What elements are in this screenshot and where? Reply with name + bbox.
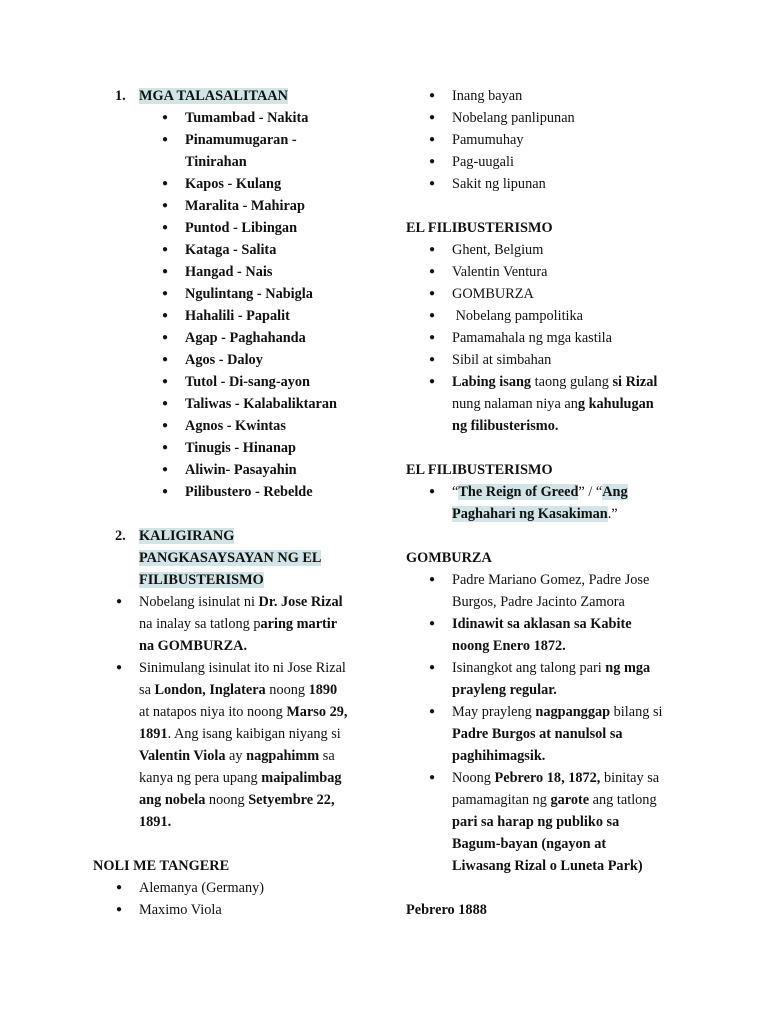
section-title-line: FILIBUSTERISMO [139, 572, 264, 588]
bullet-icon: ● [162, 288, 169, 299]
list-item: ● Isinangkot ang talong pari ng mga prayleng regular. [406, 657, 706, 701]
bullet-icon: ● [429, 376, 436, 387]
list-item: ● Nobelang isinulat ni Dr. Jose Rizal na inalay sa tatlong paring martir na GOMBURZA. [93, 591, 393, 657]
bullet-icon: ● [162, 464, 169, 475]
list-item: ● Ngulintang - Nabigla [185, 283, 393, 305]
bullet-icon: ● [116, 662, 123, 673]
list-item: ● Idinawit sa aklasan sa Kabite noong Enero 1872. [406, 613, 706, 657]
bullet-icon: ● [429, 156, 436, 167]
list-item: ● Pamumuhay [452, 129, 706, 151]
bullet-icon: ● [429, 354, 436, 365]
list-item: ● “The Reign of Greed” / “Ang Paghahari ng Kasakiman.” [406, 481, 706, 525]
bullet-icon: ● [429, 178, 436, 189]
bullet-icon: ● [162, 222, 169, 233]
bullet-icon: ● [429, 134, 436, 145]
list-item: ● Nobelang panlipunan [452, 107, 706, 129]
bullet-icon: ● [162, 354, 169, 365]
list-item: ● Hahalili - Papalit [185, 305, 393, 327]
bullet-icon: ● [162, 376, 169, 387]
bullet-icon: ● [429, 310, 436, 321]
list-item: ● Puntod - Libingan [185, 217, 393, 239]
list-number: 2. [115, 528, 126, 544]
list-item: ● Tutol - Di-sang-ayon [185, 371, 393, 393]
list-item: ● Inang bayan [452, 85, 706, 107]
bullet-icon: ● [429, 486, 436, 497]
bullet-icon: ● [429, 332, 436, 343]
bullet-icon: ● [162, 112, 169, 123]
bullet-icon: ● [162, 178, 169, 189]
list-item: ● Noong Pebrero 18, 1872, binitay sa pamamagitan ng garote ang tatlong pari sa harap ng publiko sa Bagum-bayan (ngayon at Liwasang Rizal o Luneta Park) [406, 767, 706, 877]
bullet-icon: ● [162, 200, 169, 211]
bullet-icon: ● [162, 398, 169, 409]
section-title-line: KALIGIRANG [139, 528, 235, 544]
bullet-icon: ● [116, 904, 123, 915]
list-item: ● GOMBURZA [452, 283, 706, 305]
list-item: ● Pilibustero - Rebelde [185, 481, 393, 503]
list-item-continuation: Tinirahan [185, 154, 247, 170]
section-title: MGA TALASALITAAN [139, 88, 288, 104]
bullet-icon: ● [429, 266, 436, 277]
list-item: ● Alemanya (Germany) [139, 877, 393, 899]
section-elfili2-title: EL FILIBUSTERISMO [406, 462, 553, 478]
list-item: ● Agnos - Kwintas [185, 415, 393, 437]
section-title-line: PANGKASAYSAYAN NG EL [139, 550, 322, 566]
bullet-icon: ● [429, 574, 436, 585]
right-column [406, 85, 706, 921]
list-item: ● Pamamahala ng mga kastila [452, 327, 706, 349]
section-kaligirang-heading [93, 525, 393, 591]
bullet-icon: ● [162, 266, 169, 277]
bullet-icon: ● [429, 90, 436, 101]
list-item: ● Pag-uugali [452, 151, 706, 173]
bullet-icon: ● [429, 706, 436, 717]
bullet-icon: ● [162, 442, 169, 453]
list-item: ● Sakit ng lipunan [452, 173, 706, 195]
list-item: ● Ghent, Belgium [452, 239, 706, 261]
bullet-icon: ● [162, 310, 169, 321]
noli-list-part1 [93, 877, 393, 921]
list-item: ● Agos - Daloy [185, 349, 393, 371]
bullet-icon: ● [429, 244, 436, 255]
list-item: ● Kataga - Salita [185, 239, 393, 261]
list-item: ● Padre Mariano Gomez, Padre Jose Burgos, Padre Jacinto Zamora [406, 569, 706, 613]
elfili2-list [406, 481, 706, 525]
bullet-icon: ● [429, 288, 436, 299]
bullet-icon: ● [116, 596, 123, 607]
list-item: ● Valentin Ventura [452, 261, 706, 283]
list-item: ● Pinamumugaran - [185, 129, 393, 151]
bullet-icon: ● [162, 486, 169, 497]
list-item: ● Nobelang pampolitika [452, 305, 706, 327]
bullet-icon: ● [162, 332, 169, 343]
list-item: ● Hangad - Nais [185, 261, 393, 283]
section-noli-title: NOLI ME TANGERE [93, 858, 230, 874]
list-item: ● Sinimulang isinulat ito ni Jose Rizal sa London, Inglatera noong 1890 at natapos niya ito noong Marso 29, 1891. Ang isang kaibigan niyang si Valentin Viola ay nagpahimm sa kanya ng pera upang maipalimbag ang nobela noong Setyembre 22, 1891. [93, 657, 393, 833]
list-item: ● Tumambad - Nakita [185, 107, 393, 129]
gomburza-list [406, 569, 706, 877]
list-item: ● Agap - Paghahanda [185, 327, 393, 349]
section-talasalitaan-heading [93, 85, 393, 107]
list-item: ● Aliwin- Pasayahin [185, 459, 393, 481]
list-item: ● May prayleng nagpanggap bilang si Padre Burgos at nanulsol sa paghihimagsik. [406, 701, 706, 767]
list-item: ● Labing isang taong gulang si Rizal nung nalaman niya ang kahulugan ng filibusterismo. [406, 371, 706, 437]
bullet-icon: ● [429, 112, 436, 123]
bullet-icon: ● [429, 772, 436, 783]
list-item: ● Maralita - Mahirap [185, 195, 393, 217]
bullet-icon: ● [162, 420, 169, 431]
noli-list-part2 [406, 85, 706, 195]
list-item: ● Taliwas - Kalabaliktaran [185, 393, 393, 415]
list-item: ● Sibil at simbahan [452, 349, 706, 371]
section-elfili-title: EL FILIBUSTERISMO [406, 220, 553, 236]
left-column [93, 85, 393, 921]
list-item: ● Tinugis - Hinanap [185, 437, 393, 459]
kaligirang-list [93, 591, 393, 833]
section-pebrero-title: Pebrero 1888 [406, 902, 487, 918]
bullet-icon: ● [116, 882, 123, 893]
list-number: 1. [115, 88, 126, 104]
list-item: ● Maximo Viola [139, 899, 393, 921]
bullet-icon: ● [162, 244, 169, 255]
talasalitaan-list [93, 107, 393, 503]
section-gomburza-title: GOMBURZA [406, 550, 492, 566]
list-item: ● Kapos - Kulang [185, 173, 393, 195]
bullet-icon: ● [429, 662, 436, 673]
elfili-list [406, 239, 706, 437]
bullet-icon: ● [429, 618, 436, 629]
bullet-icon: ● [162, 134, 169, 145]
